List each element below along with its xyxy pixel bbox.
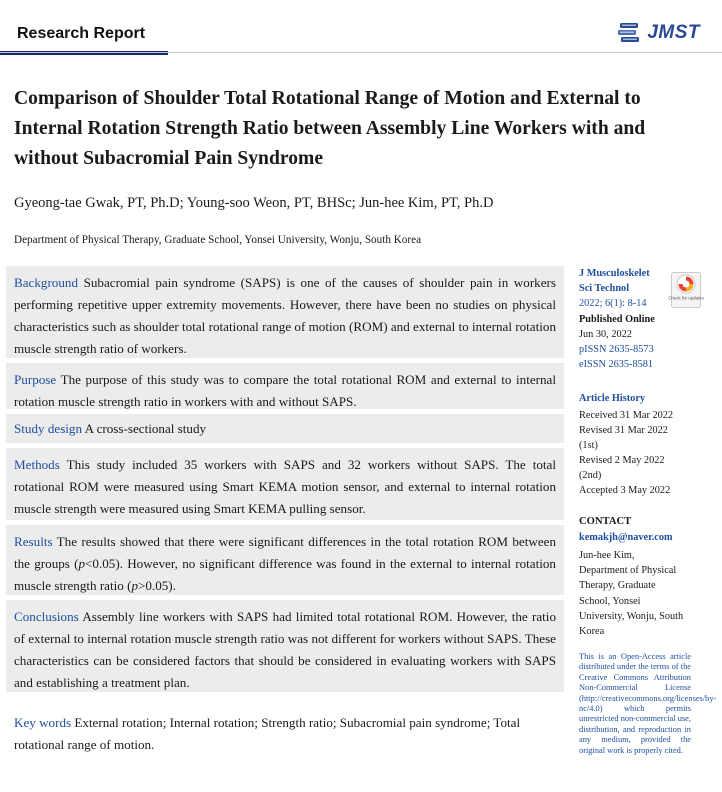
abstract-purpose-text: The purpose of this study was to compare the total rotational ROM and external to internal rotation muscle strength ratio in workers with and without SAPS.	[14, 372, 556, 409]
contact-email-link[interactable]: kemakjh@naver.com	[579, 532, 673, 543]
abstract-background-text: Subacromial pain syndrome (SAPS) is one of the causes of shoulder pain in workers performing repetitive upper extremity movements. However, there have been no studies on physical characteristics such as shoulder total rotational range of motion (ROM) and external to internal rotation muscle strength ratio of workers.	[14, 275, 556, 356]
article-authors: Gyeong-tae Gwak, PT, Ph.D; Young-soo Weon, PT, BHSc; Jun-hee Kim, PT, Ph.D	[14, 195, 494, 211]
abstract-results	[6, 525, 564, 595]
keywords	[14, 712, 562, 756]
abstract-methods-text: This study included 35 workers with SAPS and 32 workers without SAPS. The total rotational ROM were measured using Smart KEMA motion sensor, and external to internal rotation muscle strength were measured using Smart KEMA pulling sensor.	[14, 457, 556, 516]
history-entry: (1st)	[579, 440, 598, 452]
p-value-symbol: p	[131, 578, 138, 593]
history-entry: Accepted 3 May 2022	[579, 485, 671, 497]
license-notice: This is an Open-Access article distributed under the terms of the Creative Commons Attribution Non-Commercial License (http://creativecommons.org/licenses/by-nc/4.0) which permits unrestricted non-commercial use, distribution, and reproduction in any medium, provided the original work is properly cited.	[579, 652, 717, 755]
section-tab	[0, 18, 168, 52]
abstract	[6, 266, 564, 697]
abstract-background-heading: Background	[14, 275, 78, 290]
article-affiliation: Department of Physical Therapy, Graduate School, Yonsei University, Wonju, South Korea	[14, 234, 422, 246]
eissn: eISSN 2635-8581	[579, 359, 654, 371]
abstract-conclusions	[6, 600, 564, 692]
abstract-results-text-a: The results showed that there were significant differences in the total rotation ROM between the groups (	[14, 534, 556, 571]
section-label: Research Report	[17, 25, 146, 42]
abstract-conclusions-heading: Conclusions	[14, 609, 79, 624]
header-divider	[0, 52, 722, 53]
pissn: pISSN 2635-8573	[579, 344, 654, 356]
abstract-purpose	[6, 363, 564, 409]
history-entry: Revised 2 May 2022	[579, 455, 665, 467]
journal-logo-text: JMST	[647, 22, 700, 43]
abstract-purpose-heading: Purpose	[14, 372, 57, 387]
abstract-results-text-c: >0.05).	[138, 578, 176, 593]
badge-label: Check for updates	[668, 295, 704, 301]
contact-line: Department of Physical	[579, 565, 677, 577]
abstract-study-design-text: A cross-sectional study	[82, 421, 207, 436]
contact-line: Jun-hee Kim,	[579, 550, 635, 561]
abstract-study-design	[6, 414, 564, 443]
contact-title: CONTACT	[579, 516, 632, 527]
check-for-updates-badge[interactable]	[668, 272, 704, 308]
keywords-text: External rotation; Internal rotation; Strength ratio; Subacromial pain syndrome; Total rotational range of motion.	[14, 715, 521, 752]
article-history	[579, 408, 679, 499]
article-history-title: Article History	[579, 393, 646, 404]
history-entry: Received 31 Mar 2022	[579, 410, 674, 421]
abstract-study-design-heading: Study design	[14, 421, 83, 436]
journal-name-line1: J Musculoskelet	[579, 268, 650, 279]
contact-line: University, Wonju, South	[579, 610, 684, 622]
contact-line: Korea	[579, 626, 605, 638]
journal-logo[interactable]	[617, 16, 700, 50]
check-for-updates-icon	[668, 272, 704, 308]
contact-address	[579, 548, 699, 639]
keywords-heading: Key words	[14, 715, 72, 730]
p-value-symbol: p	[78, 556, 86, 571]
history-entry: (2nd)	[579, 470, 602, 482]
contact-line: School, Yonsei	[579, 595, 641, 607]
history-entry: Revised 31 Mar 2022	[579, 425, 668, 437]
abstract-background	[6, 266, 564, 358]
published-date: Jun 30, 2022	[579, 328, 632, 340]
abstract-methods	[6, 448, 564, 520]
abstract-results-heading: Results	[14, 534, 53, 549]
abstract-conclusions-text: Assembly line workers with SAPS had limited total rotational ROM. However, the ratio of external to internal rotation muscle strength ratio was not different for workers without SAPS. These characteristics can be considered factors that should be considered in evaluating workers with SAPS and establishing a treatment plan.	[14, 609, 556, 690]
contact-line: Therapy, Graduate	[579, 580, 656, 592]
book-stack-icon	[617, 20, 643, 46]
citation: 2022; 6(1): 8-14	[579, 298, 647, 310]
journal-name-line2: Sci Technol	[579, 283, 630, 295]
article-title: Comparison of Shoulder Total Rotational Range of Motion and External to Internal Rotation Strength Ratio between Assembly Line Workers with and without Subacromial Pain Syndrome	[14, 88, 646, 169]
abstract-methods-heading: Methods	[14, 457, 60, 472]
abstract-results-text-b: <0.05). However, no significant difference was found in the external to internal rotation muscle strength ratio (	[14, 556, 556, 593]
published-label: Published Online	[579, 313, 655, 325]
